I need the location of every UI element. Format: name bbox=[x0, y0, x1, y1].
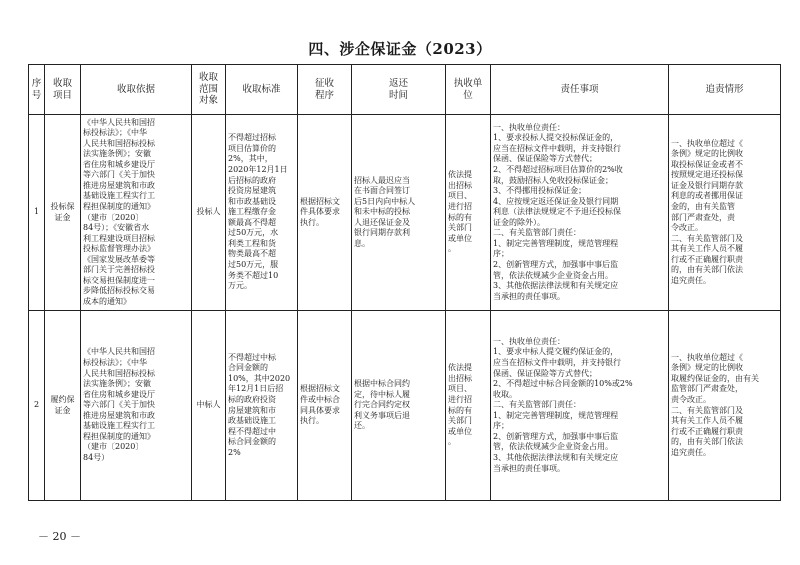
row-seq: 1 bbox=[29, 115, 45, 311]
row-scope: 投标人 bbox=[192, 115, 226, 311]
header-procedure: 征收 程序 bbox=[298, 65, 352, 115]
page-number: － 20 － bbox=[38, 530, 81, 543]
row-duty: 一、执收单位责任： 1、要求投标人提交投标保证金的， 应当在招标文件中载明，并支持银行 保函、保证保险等方式替代； 2、不得超过招标项目估算价的2%收 取，鼓励招标人免收投标保证金； 3、不得挪用投标保证金； 4、应按规定返还保证金及银行同期 利息（法律法规规定不予退还投标保 证金的除外）。 二、有关监管部门责任： 1、制定完善管理制度，规范管理程 序； 2、创新管理方式，加强事中事后监 管，依法依规减少企业资金占用。 3、其他依据法律法规和有关规定应 当承担的责任事项。 bbox=[491, 115, 669, 311]
header-seq: 序 号 bbox=[29, 65, 45, 115]
row-scope: 中标人 bbox=[192, 311, 226, 501]
row-procedure: 根据招标文 件或中标合 同具体要求 执行。 bbox=[298, 311, 352, 501]
fee-table bbox=[28, 64, 781, 501]
row-seq: 2 bbox=[29, 311, 45, 501]
header-item: 收取 项目 bbox=[45, 65, 81, 115]
row-unit: 依法提 出招标 项目、 进行招 标的有 关部门 或单位 。 bbox=[446, 311, 491, 501]
page-title: 四、涉企保证金（2023） bbox=[308, 40, 492, 58]
table-row bbox=[29, 311, 781, 501]
row-accountability: 一、执收单位超过《 条例》规定的比例收 取履约保证金的，由有关 监管部门严肃查处， 责令改正。 二、有关监管部门及 其有关工作人员不履 行或不正确履行职责 的，由有关部门依法 追究责任。 bbox=[669, 311, 781, 501]
header-return-time: 返还 时间 bbox=[352, 65, 446, 115]
table-header-row bbox=[29, 65, 781, 115]
row-accountability: 一、执收单位超过《 条例》规定的比例收 取投标保证金或者不 按照规定退还投标保 证金及银行同期存款 利息的或者挪用保证 金的，由有关监管 部门严肃查处，责 令改正。 二、有关监管部门及 其有关工作人员不履 行或不正确履行职责 的，由有关部门依法 追究责任。 bbox=[669, 115, 781, 311]
header-standard: 收取标准 bbox=[226, 65, 298, 115]
row-item: 履约保 证金 bbox=[45, 311, 81, 501]
header-scope: 收取 范围 对象 bbox=[192, 65, 226, 115]
header-duty: 责任事项 bbox=[491, 65, 669, 115]
row-basis: 《中华人民共和国招 标投标法》；《中华 人民共和国招标投标 法实施条例》；安徽 省住房和城乡建设厅 等六部门《关于加快 推进房屋建筑和市政 基础设施工程实行工 程担保制度的通知》 （建市〔2020〕 84号） bbox=[81, 311, 192, 501]
row-duty: 一、执收单位责任： 1、要求中标人提交履约保证金的， 应当在招标文件中载明，并支持银行 保函、保证保险等方式替代； 2、不得超过中标合同金额的10%或2% 收取。 二、有关监管部门责任： 1、制定完善管理制度，规范管理程 序； 2、创新管理方式，加强事中事后监 管，依法依规减少企业资金占用。 3、其他依据法律法规和有关规定应 当承担的责任事项。 bbox=[491, 311, 669, 501]
row-basis: 《中华人民共和国招 标投标法》；《中华 人民共和国招标投标 法实施条例》；安徽 省住房和城乡建设厅 等六部门《关于加快 推进房屋建筑和市政 基础设施工程实行工 程担保制度的通知》 （建市〔2020〕 84号）；《安徽省水 利工程建设项目招标 投标监督管理办法》 《国家发展改革委等 部门关于完善招标投 标交易担保制度进一 步降低招标投标交易 成本的通知》 bbox=[81, 115, 192, 311]
header-unit: 执收单 位 bbox=[446, 65, 491, 115]
row-return-time: 根据中标合同约 定，待中标人履 行完合同约定权 利义务事项后退 还。 bbox=[352, 311, 446, 501]
header-accountability: 追责情形 bbox=[669, 65, 781, 115]
row-return-time: 招标人最迟应当 在书面合同签订 后5日内向中标人 和未中标的投标 人退还保证金及 银行同期存款利 息。 bbox=[352, 115, 446, 311]
header-basis: 收取依据 bbox=[81, 65, 192, 115]
row-item: 投标保 证金 bbox=[45, 115, 81, 311]
table-row bbox=[29, 115, 781, 311]
row-procedure: 根据招标文 件具体要求 执行。 bbox=[298, 115, 352, 311]
row-standard: 不得超过招标 项目估算价的 2%，其中， 2020年12月1日 后招标的政府 投资房屋建筑 和市政基础设 施工程缴存金 额最高不得超 过50万元，水 利类工程和货 物类最高不超 过50万元，服 务类不超过10 万元。 bbox=[226, 115, 298, 311]
row-standard: 不得超过中标 合同金额的 10%，其中2020 年12月1日后招 标的政府投资 房屋建筑和市 政基础设施工 程不得超过中 标合同金额的 2% bbox=[226, 311, 298, 501]
row-unit: 依法提 出招标 项目、 进行招 标的有 关部门 或单位 。 bbox=[446, 115, 491, 311]
